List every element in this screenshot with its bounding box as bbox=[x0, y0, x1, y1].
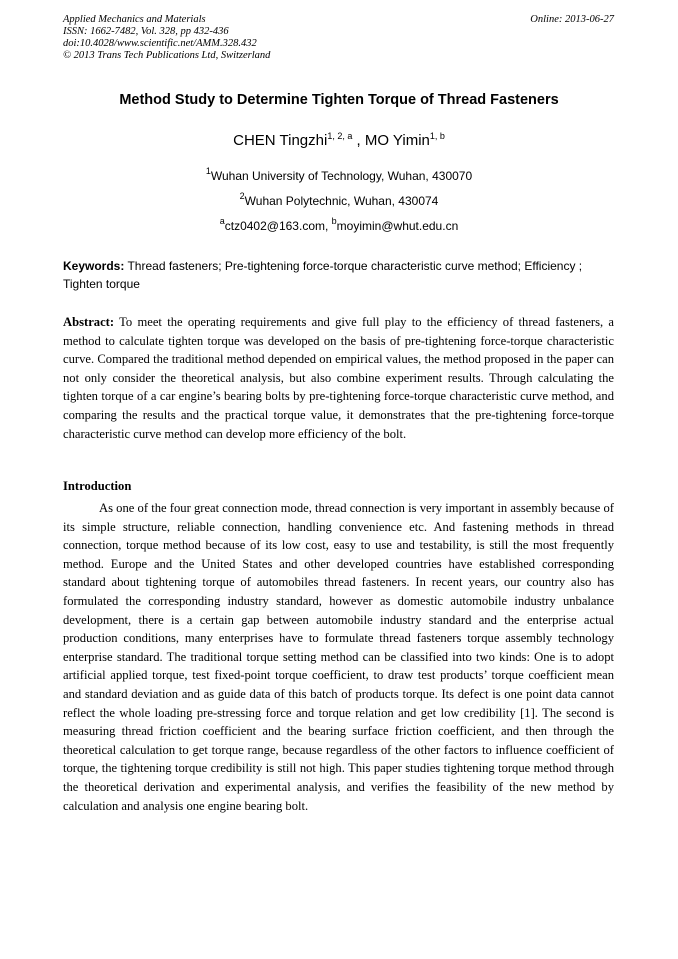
author-2-name: MO Yimin bbox=[364, 132, 430, 149]
copyright-line: © 2013 Trans Tech Publications Ltd, Switzerland bbox=[63, 50, 271, 61]
abstract-label: Abstract: bbox=[63, 315, 115, 329]
affiliation-1-marker: 1 bbox=[205, 166, 211, 176]
abstract-paragraph bbox=[63, 313, 614, 443]
email-2-marker: b bbox=[331, 216, 337, 226]
author-2-affiliation-marker: 1, b bbox=[429, 131, 445, 141]
affiliation-2 bbox=[0, 191, 678, 208]
affiliation-2-marker: 2 bbox=[239, 191, 245, 201]
email-2[interactable]: moyimin@whut.edu.cn bbox=[336, 219, 459, 233]
author-1-name: CHEN Tingzhi bbox=[233, 132, 328, 149]
keywords-text: Thread fasteners; Pre-tightening force-torque characteristic curve method; Efficiency ; Tighten torque bbox=[63, 259, 583, 291]
paper-title: Method Study to Determine Tighten Torque of Thread Fasteners bbox=[119, 92, 559, 108]
doi-line: doi:10.4028/www.scientific.net/AMM.328.432 bbox=[63, 38, 257, 49]
journal-name: Applied Mechanics and Materials bbox=[63, 14, 206, 25]
affiliation-2-text: Wuhan Polytechnic, Wuhan, 430074 bbox=[244, 194, 439, 208]
introduction-paragraph: As one of the four great connection mode, thread connection is very important in assembly because of its simple structure, reliable connection, handling convenience etc. And fastening methods in thread connection, torque method because of its low cost, easy to use and testability, is still the most frequently method. Europe and the United States and other developed countries have established corresponding standard about tightening torque of automobiles thread fasteners. In recent years, our country also has formulated the corresponding industry standard, however as domestic automobile industry unbalance development, there is a certain gap between automobile industry standard and the enterprise actual production conditions, many enterprises have to formulate thread fasteners torque assembly technology enterprise standard. The traditional torque setting method can be classified into two kinds: One is to adopt artificial applied torque, test fixed-point torque coefficient, to draw test products’ torque coefficient mean and standard deviation and as guide data of this batch of products torque. Its defect is one point data cannot reflect the whole loading pre-stressing force and torque relation and get low credibility [1]. The second is measuring thread friction coefficient and the bearing surface friction coefficient, and then through the theoretical calculation to get torque range, because regardless of the other factors to influence coefficient of torque, the tightening torque credibility is still not high. This paper studies tightening torque method through the theoretical derivation and experimental analysis, and verifies the feasibility of the new method by calculation and analysis one engine bearing bolt. bbox=[63, 501, 614, 813]
online-date: Online: 2013-06-27 bbox=[530, 14, 614, 25]
keywords-label: Keywords: bbox=[63, 259, 125, 273]
author-separator: , bbox=[352, 132, 365, 149]
email-1[interactable]: ctz0402@163.com, bbox=[224, 219, 332, 233]
author-line bbox=[0, 132, 678, 149]
affiliation-1 bbox=[0, 166, 678, 183]
abstract-text: To meet the operating requirements and give full play to the efficiency of thread fasteners, a method to calculate tighten torque was developed on the basis of pre-tightening force-torque characteristic curve. Compared the traditional method depended on empirical values, the method proposed in the paper can not only consider the theoretical analysis, but also combine experiment results. Through calculating the tighten torque of a car engine’s bearing bolts by pre-tightening force-torque characteristic curve method, and comparing the results and the practical torque value, it demonstrates that the pre-tightening force-torque characteristic curve method can develop more efficiency of the bolt. bbox=[63, 315, 614, 441]
author-emails bbox=[0, 216, 678, 233]
author-1-affiliation-marker: 1, 2, a bbox=[327, 131, 353, 141]
email-1-marker: a bbox=[219, 216, 225, 226]
affiliation-1-text: Wuhan University of Technology, Wuhan, 430070 bbox=[210, 169, 473, 183]
keywords-paragraph bbox=[63, 257, 614, 293]
introduction-heading: Introduction bbox=[63, 479, 132, 493]
journal-header bbox=[63, 14, 614, 62]
issn-line: ISSN: 1662-7482, Vol. 328, pp 432-436 bbox=[63, 26, 229, 37]
